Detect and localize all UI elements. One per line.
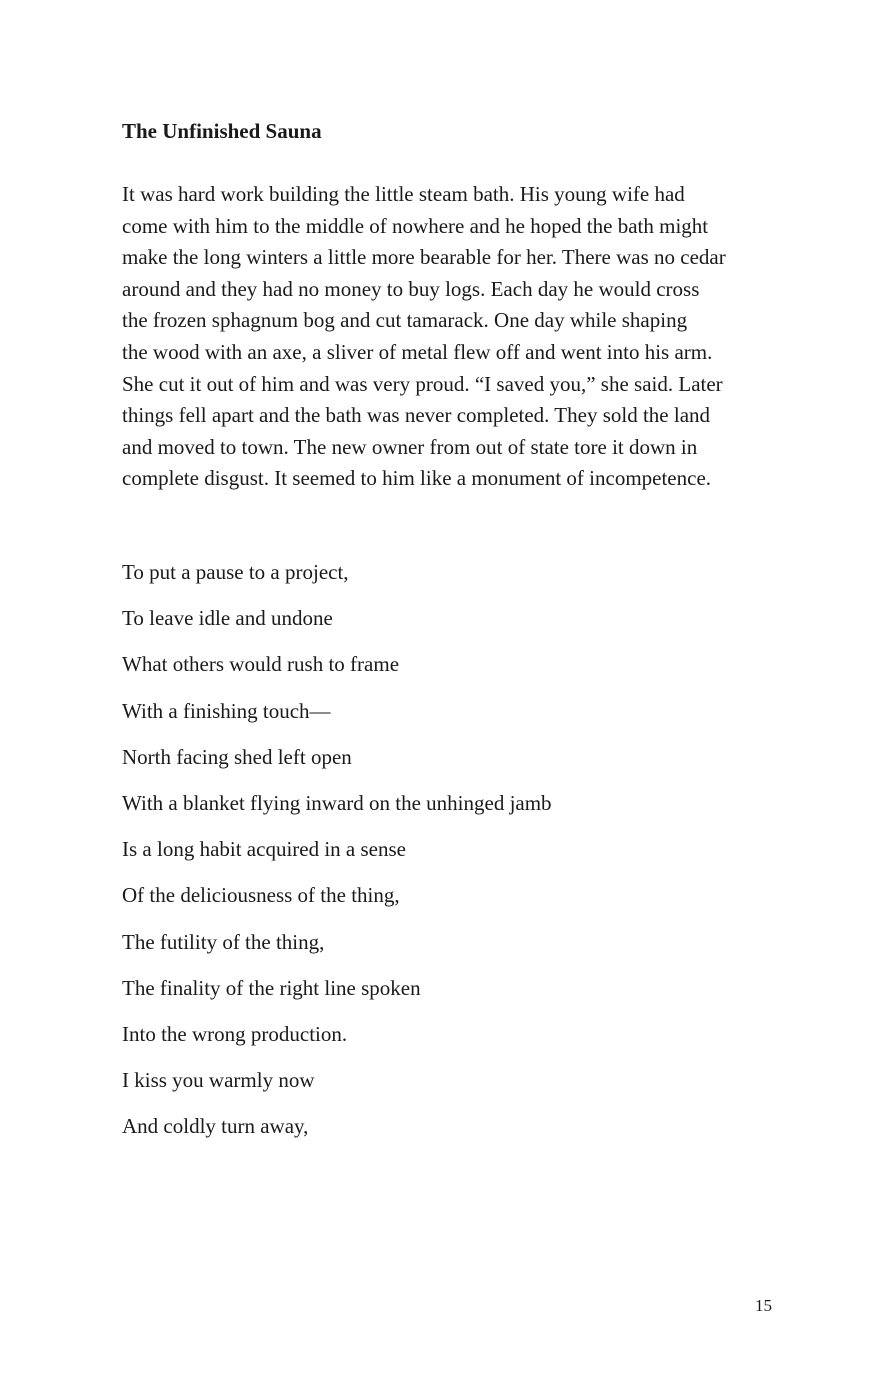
poem-line: Into the wrong production. bbox=[122, 1021, 348, 1046]
prose-line: and moved to town. The new owner from out of state tore it down in bbox=[122, 434, 698, 459]
prose-line: around and they had no money to buy logs. Each day he would cross bbox=[122, 276, 700, 301]
prose-line: complete disgust. It seemed to him like a monument of incompetence. bbox=[122, 466, 712, 491]
poem bbox=[122, 549, 552, 1149]
prose-line: She cut it out of him and was very proud. “I saved you,” she said. Later bbox=[122, 371, 723, 396]
poem-line: Is a long habit acquired in a sense bbox=[122, 837, 406, 862]
poem-line: The finality of the right line spoken bbox=[122, 975, 421, 1000]
prose-line: make the long winters a little more bearable for her. There was no cedar bbox=[122, 245, 726, 270]
prose-paragraph bbox=[122, 179, 782, 495]
poem-line: And coldly turn away, bbox=[122, 1114, 309, 1139]
poem-line: I kiss you warmly now bbox=[122, 1068, 315, 1093]
prose-line: the frozen sphagnum bog and cut tamarack. One day while shaping bbox=[122, 308, 688, 333]
prose-line: the wood with an axe, a sliver of metal flew off and went into his arm. bbox=[122, 339, 713, 364]
prose-line: It was hard work building the little steam bath. His young wife had bbox=[122, 182, 685, 206]
poem-line: What others would rush to frame bbox=[122, 652, 400, 677]
prose-line: come with him to the middle of nowhere and he hoped the bath might bbox=[122, 213, 709, 238]
page-number: 15 bbox=[755, 1296, 772, 1315]
poem-line: With a blanket flying inward on the unhinged jamb bbox=[122, 790, 552, 815]
poem-line: The futility of the thing, bbox=[122, 929, 325, 954]
page-title: The Unfinished Sauna bbox=[122, 119, 322, 143]
poem-line: Of the deliciousness of the thing, bbox=[122, 883, 400, 908]
prose-line: things fell apart and the bath was never completed. They sold the land bbox=[122, 403, 711, 428]
poem-line: To put a pause to a project, bbox=[122, 560, 349, 584]
poem-line: North facing shed left open bbox=[122, 744, 352, 769]
poem-line: With a finishing touch— bbox=[122, 698, 331, 723]
poem-line: To leave idle and undone bbox=[122, 606, 333, 631]
